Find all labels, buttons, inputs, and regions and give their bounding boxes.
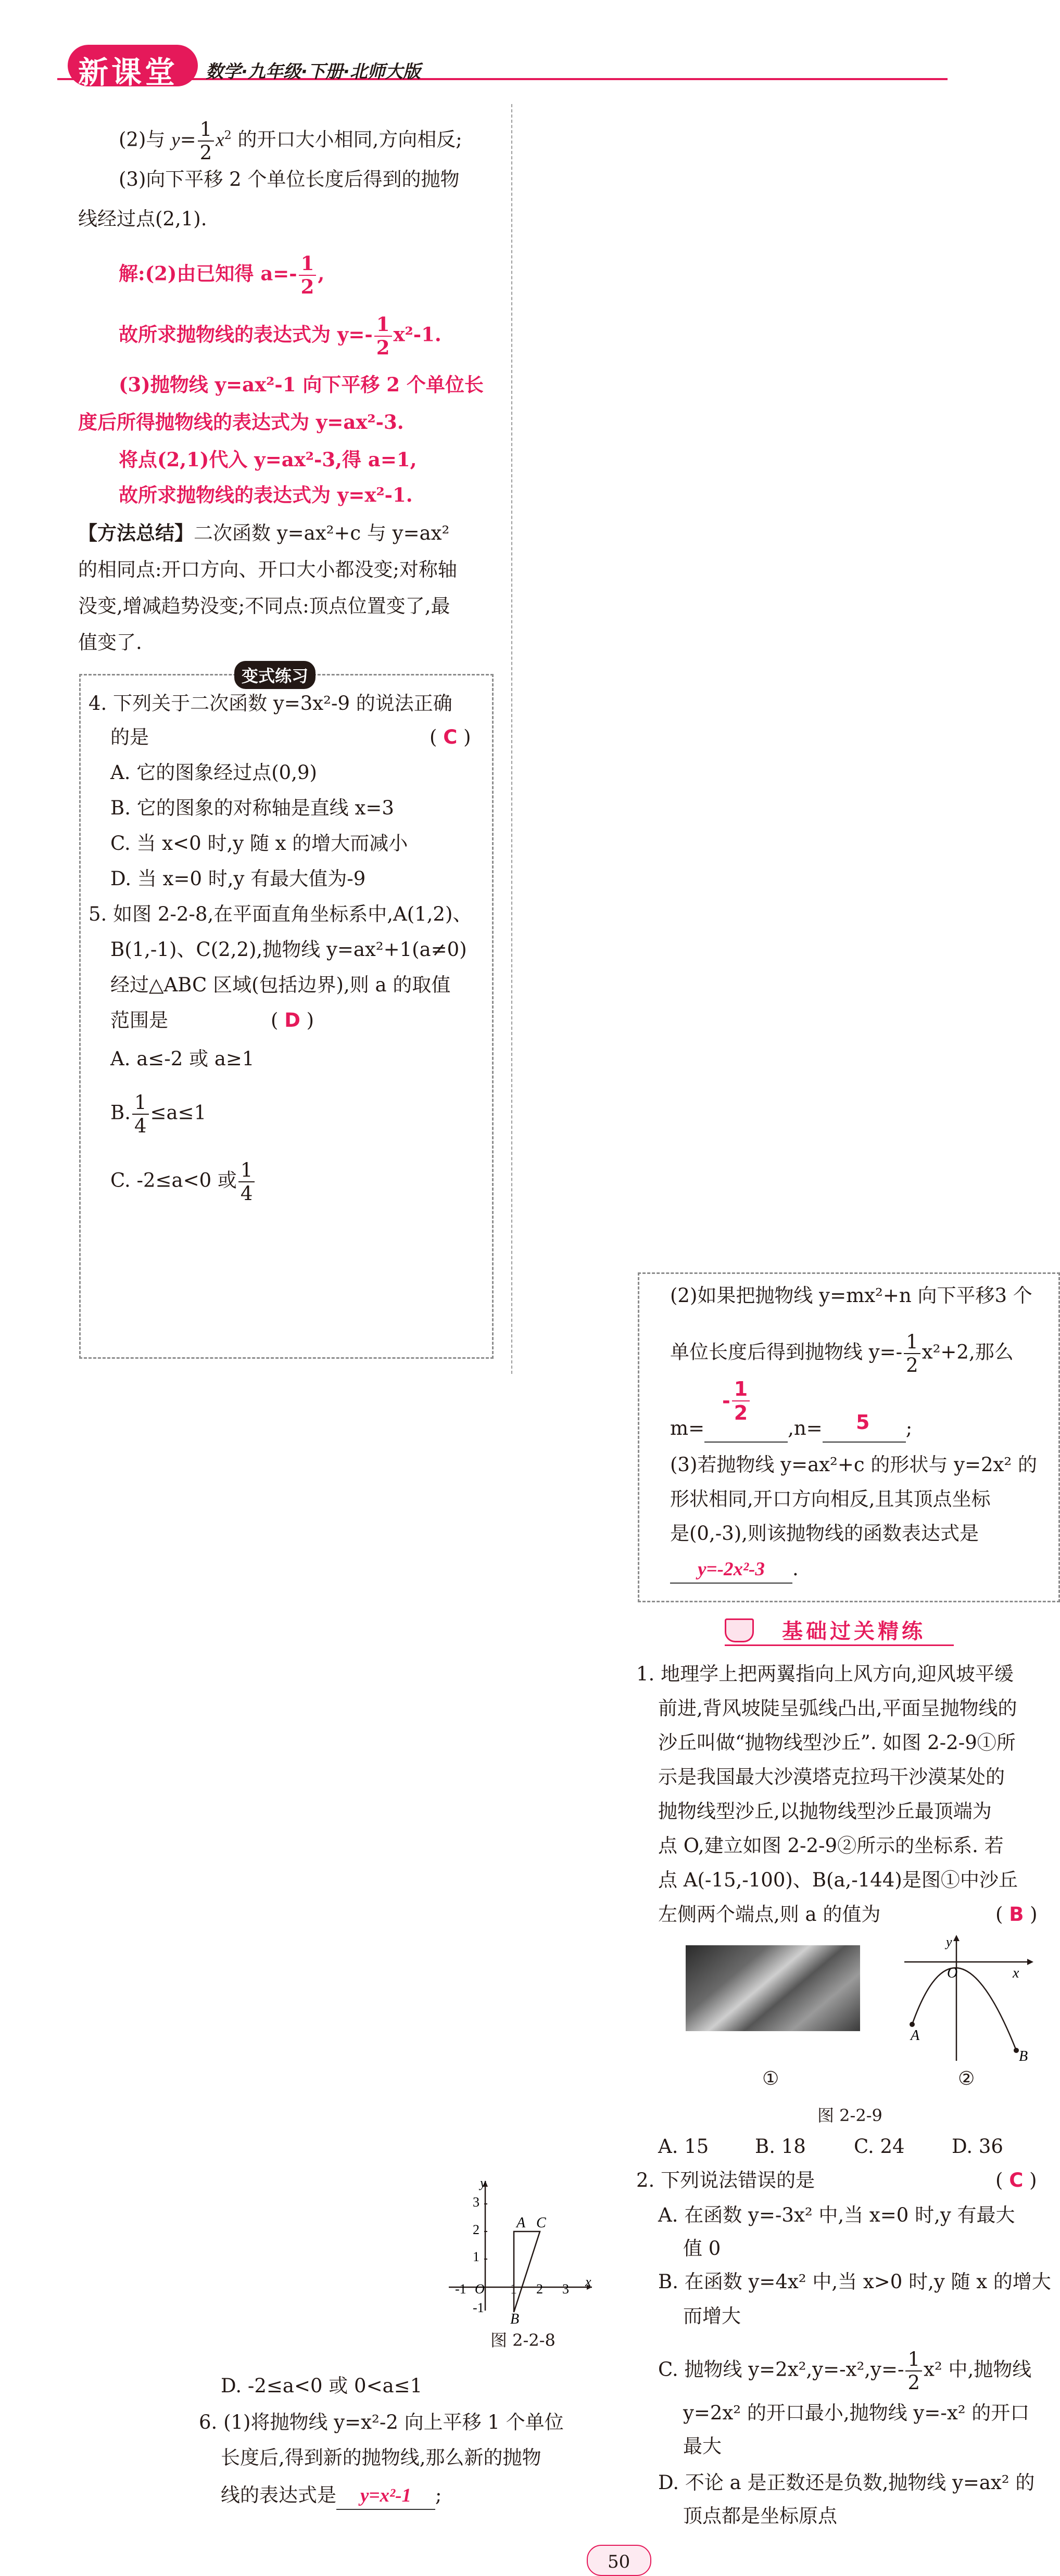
p1-line-3: 沙丘叫做“抛物线型沙丘”. 如图 2-2-9①所 [658,1731,1016,1754]
desert-dune-photo [686,1945,860,2031]
svg-text:2: 2 [536,2281,543,2297]
svg-text:3: 3 [562,2281,569,2297]
p1-option-c: C. 24 [854,2135,905,2158]
figure-2-2-9-parabola [899,1931,1055,2066]
q4-option-a: A. 它的图象经过点(0,9) [110,761,317,784]
q4-line-2: 的是 [110,726,149,748]
r-line-2: 单位长度后得到抛物线 y=- $\frac{1}{2}$ x²+2,那么 [670,1331,1014,1376]
page-number: 50 [608,2552,630,2572]
q6-line-1: 6. (1)将抛物线 y=x²-2 向上平移 1 个单位 [199,2411,564,2433]
p2-line: 2. 下列说法错误的是 [636,2169,815,2191]
solution-3a: (3)抛物线 y=ax²-1 向下平移 2 个单位长 [119,373,484,396]
p2-option-d-1: D. 不论 a 是正数还是负数,抛物线 y=ax² 的 [658,2471,1035,2494]
q6-line-2: 长度后,得到新的抛物线,那么新的抛物 [221,2446,541,2469]
p1-line-8: 左侧两个端点,则 a 的值为 [658,1903,881,1925]
svg-text:2: 2 [473,2222,479,2237]
q5-line-3: 经过△ABC 区域(包括边界),则 a 的取值 [110,974,451,996]
p2-answer: ( C ) [995,2169,1037,2191]
svg-text:x: x [585,2274,591,2289]
q4-option-c: C. 当 x<0 时,y 随 x 的增大而减小 [110,832,408,855]
p2-option-b-2: 而增大 [683,2305,741,2327]
svg-text:B: B [510,2311,520,2327]
series-title: 数学·九年级·下册·北师大版 [206,61,421,82]
p2-option-a-1: A. 在函数 y=-3x² 中,当 x=0 时,y 有最大 [658,2204,1015,2226]
method-summary-3: 没变,增减趋势没变;不同点:顶点位置变了,最 [78,595,450,617]
r-line-4: (3)若抛物线 y=ax²+c 的形状与 y=2x² 的 [670,1453,1037,1476]
r-line-3: m= ,n= ; [670,1415,912,1443]
q5-option-a: A. a≤-2 或 a≥1 [110,1048,255,1070]
q5-line-1: 5. 如图 2-2-8,在平面直角坐标系中,A(1,2)、 [89,903,472,925]
method-summary-2: 的相同点:开口方向、开口大小都没变;对称轴 [78,558,457,581]
line-2: (2)与 y= $\frac{1}{2}$ $x^2$ 的开口大小相同,方向相反; [119,118,462,164]
q4-answer: ( C ) [430,726,471,748]
method-summary-1: 【方法总结】二次函数 y=ax²+c 与 y=ax² [78,522,450,544]
solution-5: 故所求抛物线的表达式为 y=x²-1. [119,483,413,506]
p1-line-4: 示是我国最大沙漠塔克拉玛干沙漠某处的 [658,1766,1005,1788]
r-line-7: y=-2x²-3 . [670,1556,799,1584]
svg-text:B: B [1019,2048,1028,2064]
p1-line-2: 前进,背风坡陡呈弧线凸出,平面呈抛物线的 [658,1697,1017,1719]
p1-line-6: 点 O,建立如图 2-2-9②所示的坐标系. 若 [658,1834,1004,1857]
logo-text: 新课堂 [78,55,179,90]
figure-2-2-9-caption: 图 2-2-9 [817,2106,882,2125]
figure-2-2-8 [444,2173,600,2327]
p1-option-d: D. 36 [952,2135,1003,2158]
p1-line-1: 1. 地理学上把两翼指向上风方向,迎风坡平缓 [636,1663,1014,1685]
svg-text:-1: -1 [455,2281,466,2297]
method-summary-4: 值变了. [78,631,142,654]
q5-option-c: C. -2≤a<0 或 $\frac{1}{4}$ D. -2≤a<0 或 0<a≤1 y x 3 2 1 -1 -1 O 1 2 3 A C B 图 2-2-8 6. (1)将抛物线 y=x²-2 向上平移 1 个单位 长度后,得到新的抛物线,那么新的抛物 线的表达式是 y=x²-1 ; (2)如果把抛物线 y=mx²+n 向下平移3 个 单位长度后得到抛物线 y=- $\frac{1}{2}$ x²+2,那么 m= ,n= ; - $\frac{1}{2}$ 5 (3)若抛物线 y=ax²+c 的形状与 y=2x² 的 形状相同,开口方向相反,且其顶点坐标 是(0,-3),则该抛物线的函数表达式是 y=-2x²-3 . 基础过关精练 1. 地理学上把两翼指向上风方向,迎风坡平缓 前进,背风坡陡呈弧线凸出,平面呈抛物线的 沙丘叫做“抛物线型沙丘”. 如图 2-2-9①所 示是我国最大沙漠塔克拉玛干沙漠某处的 抛物线型沙丘,以抛物线型沙丘最顶端为 点 O,建立如图 2-2-9②所示的坐标系. 若 点 A(-15,-100)、B(a,-144)是图①中沙丘 左侧两个端点,则 a 的值为 ( B ) ① y x O A B ② 图 2-2-9 A. 15 B. 18 C. 24 D. 36 2. 下列说法错误的是 ( C ) A. 在函数 y=-3x² 中,当 x=0 时,y 有最大 值 0 B. 在函数 y=4x² 中,当 x>0 时,y 随 x 的增大 而增大 C. 抛物线 y=2x²,y=-x²,y=- $\frac{1}{2}$ x² 中,抛物线 y=2x² 的开口最小,抛物线 y=-x² 的开口 最大 D. 不论 a 是正数还是负数,抛物线 y=ax² 的 顶点都是坐标原点 50 [110,1161,256,1203]
q4-option-d: D. 当 x=0 时,y 有最大值为-9 [110,868,366,890]
column-divider [511,104,512,1374]
svg-text:1: 1 [473,2249,479,2264]
svg-text:y: y [480,2175,486,2190]
solution-3b: 度后所得抛物线的表达式为 y=ax²-3. [78,411,404,433]
r-line-6: 是(0,-3),则该抛物线的函数表达式是 [670,1522,979,1545]
solution-2: 故所求抛物线的表达式为 y=- $\frac{1}{2}$ x²-1. [119,313,441,359]
book-icon [725,1618,754,1642]
section-underline [725,1644,954,1646]
svg-text:3: 3 [473,2195,479,2210]
q5-option-b: B. $\frac{1}{4}$ ≤a≤1 [110,1091,207,1137]
p2-option-c-3: 最大 [683,2435,722,2457]
svg-text:1: 1 [510,2281,517,2297]
svg-text:C: C [536,2215,546,2231]
fig9-label-1: ① [762,2068,779,2089]
svg-text:A: A [911,2027,920,2044]
p2-option-a-2: 值 0 [683,2237,721,2260]
solution-4: 将点(2,1)代入 y=ax²-3,得 a=1, [119,448,417,471]
r-line-5: 形状相同,开口方向相反,且其顶点坐标 [670,1488,991,1510]
q5-line-2: B(1,-1)、C(2,2),抛物线 y=ax²+1(a≠0) [110,938,467,961]
q4-option-b: B. 它的图象的对称轴是直线 x=3 [110,797,394,819]
p1-answer: ( B ) [995,1903,1038,1925]
p2-option-c-1: C. 抛物线 y=2x²,y=-x²,y=- $\frac{1}{2}$ x² 中,抛物线 [658,2348,1032,2394]
svg-text:x: x [1013,1965,1019,1981]
svg-text:y: y [946,1934,952,1949]
section-title: 基础过关精练 [782,1619,926,1643]
p1-option-b: B. 18 [755,2135,806,2158]
practice-title: 变式练习 [234,661,316,689]
q5-answer: ( D ) [271,1009,314,1031]
svg-text:A: A [516,2215,526,2231]
figure-2-2-8-caption: 图 2-2-8 [490,2330,556,2350]
q5-option-d: D. -2≤a<0 或 0<a≤1 [221,2375,423,2397]
p1-line-7: 点 A(-15,-100)、B(a,-144)是图①中沙丘 [658,1869,1018,1891]
svg-text:O: O [475,2281,485,2297]
q5-line-4: 范围是 [110,1009,168,1031]
line-3a: (3)向下平移 2 个单位长度后得到的抛物 [119,168,460,190]
p2-option-b-1: B. 在函数 y=4x² 中,当 x>0 时,y 随 x 的增大 [658,2271,1051,2293]
p2-option-d-2: 顶点都是坐标原点 [683,2505,837,2527]
line-3b: 线经过点(2,1). [78,208,207,230]
m-answer: - $\frac{1}{2}$ [722,1379,751,1423]
n-answer: 5 [856,1411,870,1434]
r-line-1: (2)如果把抛物线 y=mx²+n 向下平移3 个 [670,1284,1032,1307]
p2-option-c-2: y=2x² 的开口最小,抛物线 y=-x² 的开口 [683,2402,1030,2424]
fig9-label-2: ② [958,2068,975,2089]
p1-option-a: A. 15 [658,2135,709,2158]
svg-text:O: O [947,1965,958,1981]
q4-line-1: 4. 下列关于二次函数 y=3x²-9 的说法正确 [89,692,452,715]
solution-1: 解:(2)由已知得 a=- $\frac{1}{2}$ , [119,252,325,298]
q6-line-3: 线的表达式是 y=x²-1 ; [221,2482,441,2510]
p1-line-5: 抛物线型沙丘,以抛物线型沙丘最顶端为 [658,1800,992,1822]
svg-text:-1: -1 [473,2300,484,2315]
